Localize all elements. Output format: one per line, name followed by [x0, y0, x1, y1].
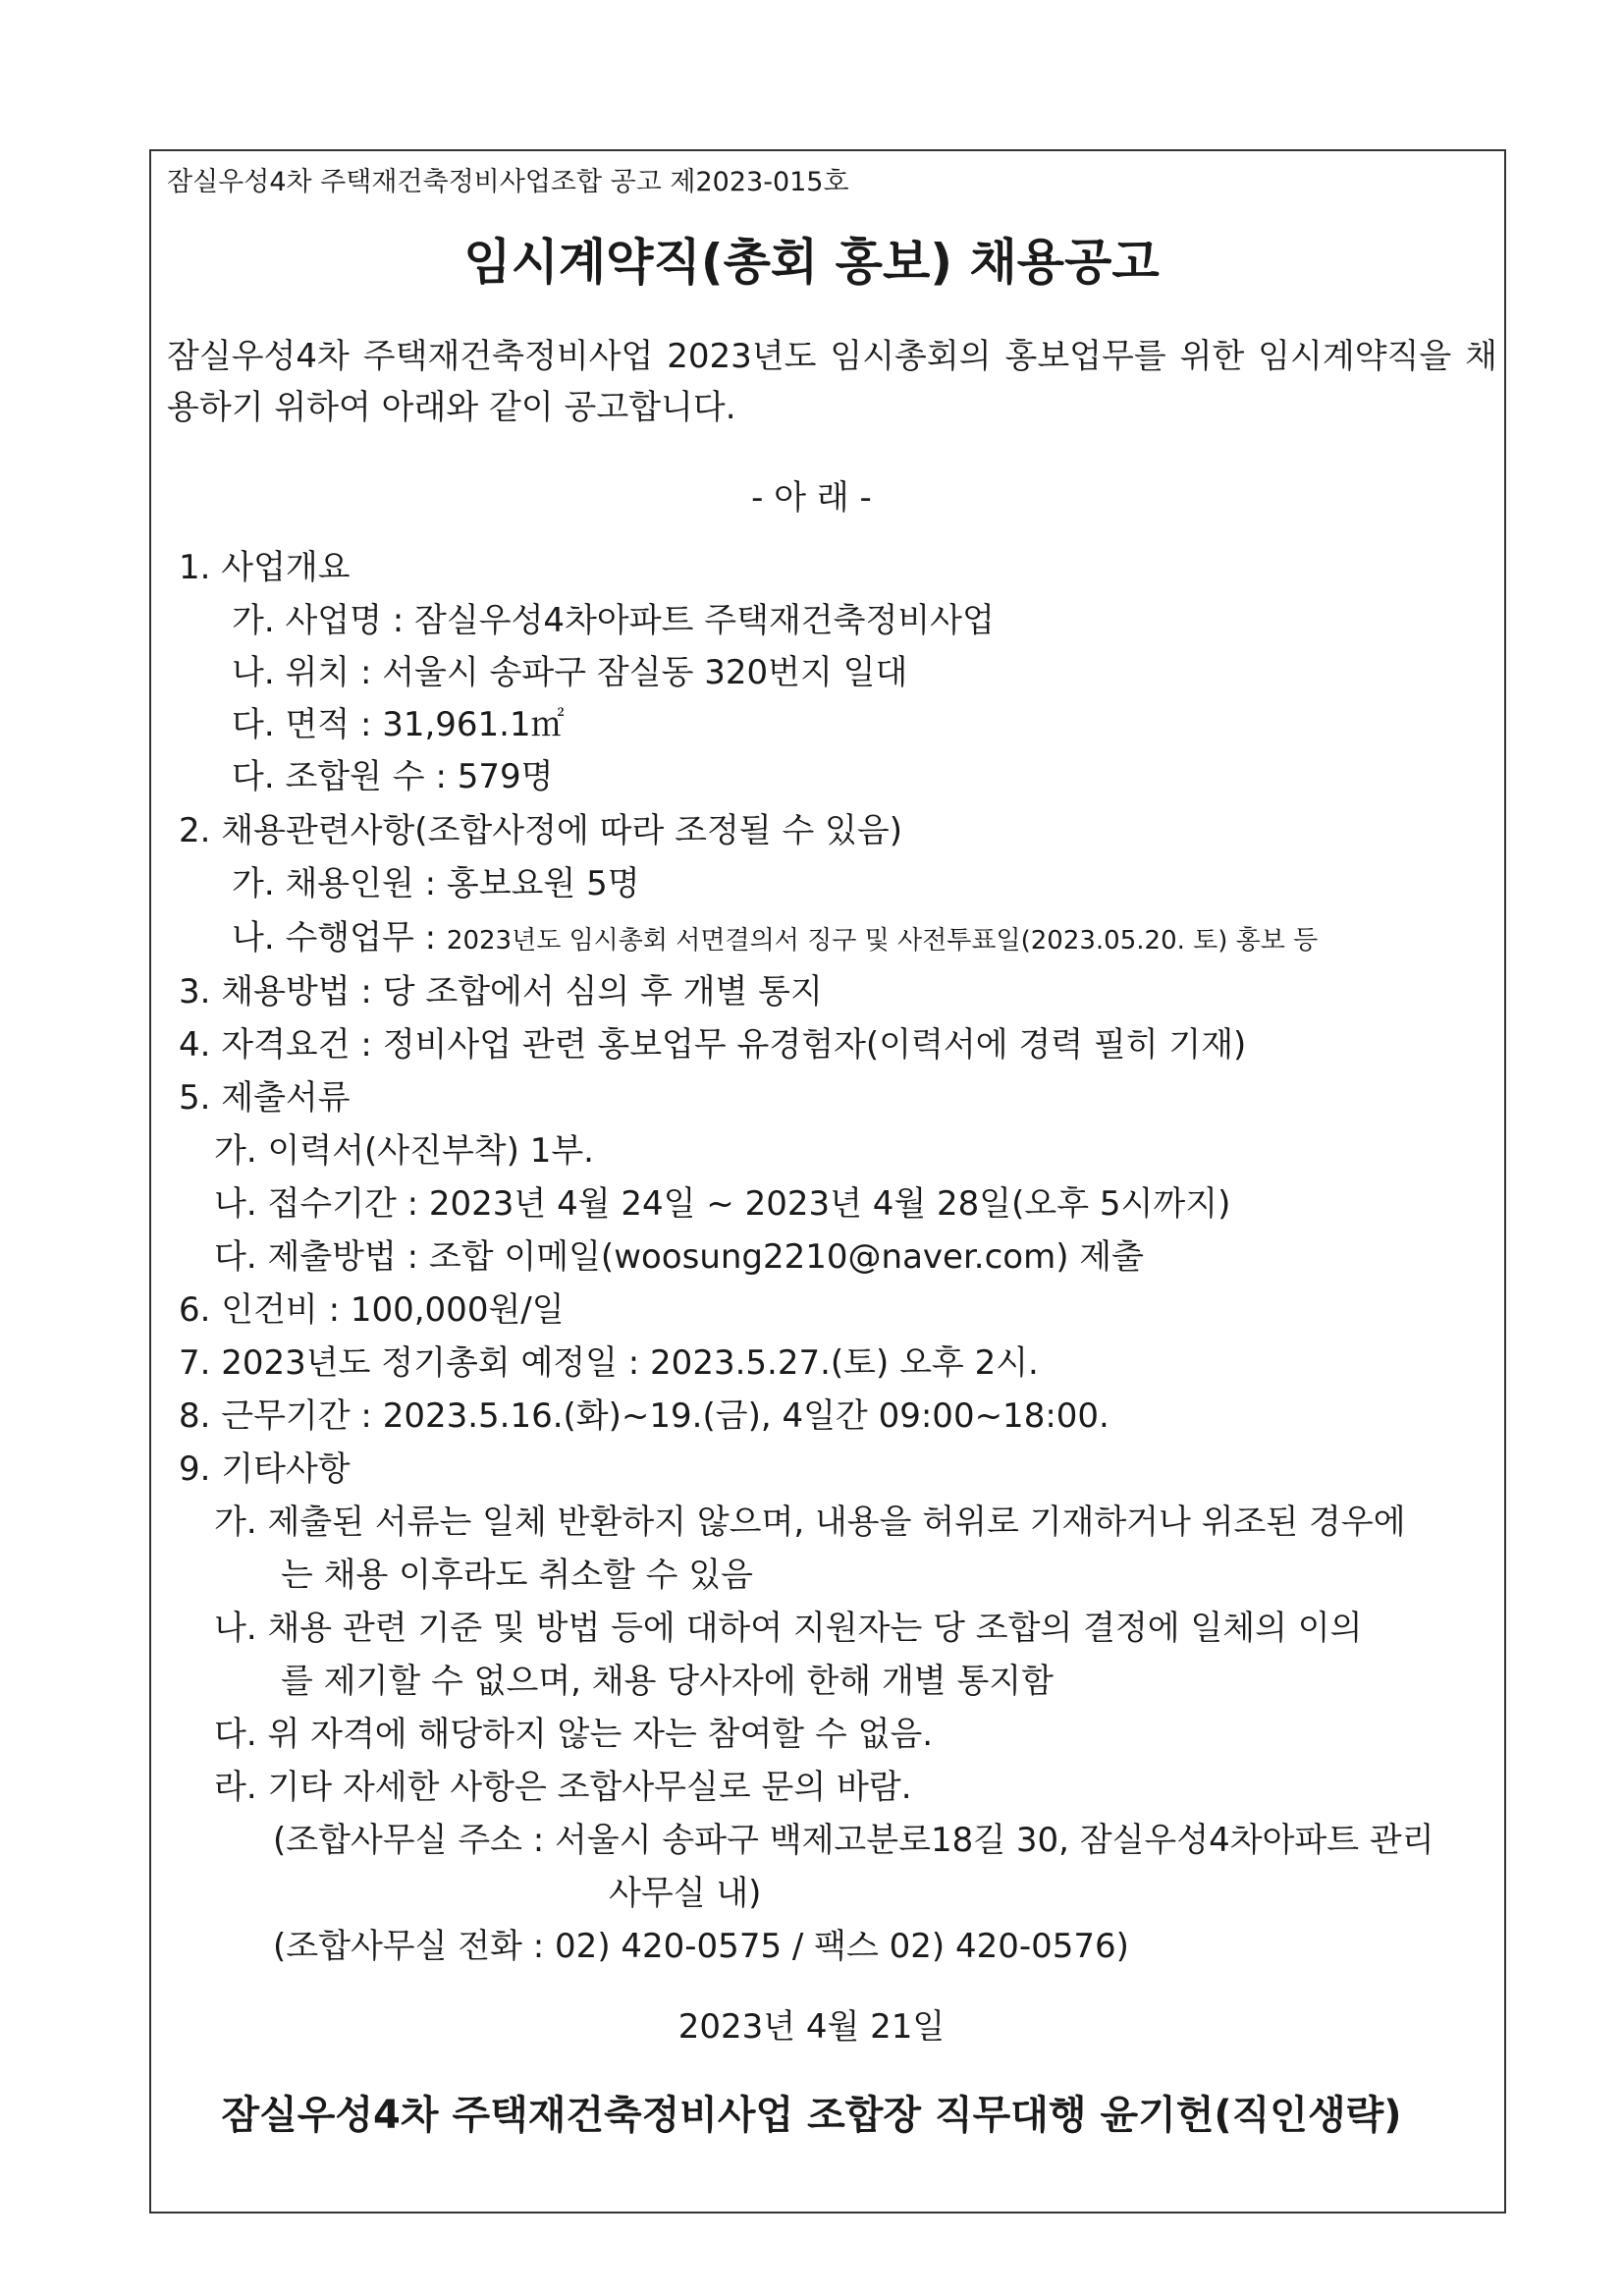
notice-date: 2023년 4월 21일 — [677, 2007, 946, 2047]
section-9-item-b-line2: 를 제기할 수 없으며, 채용 당사자에 한해 개별 통지함 — [281, 1662, 1054, 1701]
section-marker: - 아 래 - — [751, 478, 872, 518]
section-2-heading: 2. 채용관련사항(조합사정에 따라 조정될 수 있음) — [179, 811, 903, 850]
section-8: 8. 근무기간 : 2023.5.16.(화)~19.(금), 4일간 09:00~18:00. — [179, 1396, 1109, 1436]
section-1-item-b: 나. 위치 : 서울시 송파구 잠실동 320번지 일대 — [232, 653, 908, 692]
office-address-line2: 사무실 내) — [609, 1874, 762, 1913]
section-9-item-d: 라. 기타 자세한 사항은 조합사무실로 문의 바람. — [214, 1768, 912, 1807]
page-title: 임시계약직(총회 홍보) 채용공고 — [463, 234, 1160, 291]
section-9-item-c: 다. 위 자격에 해당하지 않는 자는 참여할 수 없음. — [214, 1715, 934, 1754]
section-5-item-a: 가. 이력서(사진부착) 1부. — [214, 1131, 594, 1171]
notice-border — [149, 149, 1506, 2214]
section-6: 6. 인건비 : 100,000원/일 — [179, 1290, 565, 1330]
notice-number: 잠실우성4차 주택재건축정비사업조합 공고 제2023-015호 — [167, 167, 849, 197]
section-1-item-c: 다. 면적 : 31,961.1㎡ — [232, 705, 565, 744]
section-3: 3. 채용방법 : 당 조합에서 심의 후 개별 통지 — [179, 972, 823, 1011]
section-1-heading: 1. 사업개요 — [179, 548, 351, 587]
section-4: 4. 자격요건 : 정비사업 관련 홍보업무 유경험자(이력서에 경력 필히 기재) — [179, 1025, 1247, 1065]
intro-paragraph: 잠실우성4차 주택재건축정비사업 2023년도 임시총회의 홍보업무를 위한 임시계약직을 채용하기 위하여 아래와 같이 공고합니다. — [167, 337, 1497, 427]
section-2-item-b-detail: 2023년도 임시총회 서면결의서 징구 및 사전투표일(2023.05.20. 토) 홍보 등 — [446, 926, 1319, 956]
section-9-item-b-line1: 나. 채용 관련 기준 및 방법 등에 대하여 지원자는 당 조합의 결정에 일체의 이의 — [214, 1609, 1363, 1648]
section-5-item-b: 나. 접수기간 : 2023년 4월 24일 ~ 2023년 4월 28일(오후 5시까지) — [214, 1184, 1231, 1224]
office-address-line1: (조합사무실 주소 : 서울시 송파구 백제고분로18길 30, 잠실우성4차아파트 관리 — [273, 1821, 1434, 1860]
section-2-item-b-label: 나. 수행업무 : — [232, 918, 447, 957]
section-9-item-a-line2: 는 채용 이후라도 취소할 수 있음 — [281, 1556, 754, 1595]
section-5-heading: 5. 제출서류 — [179, 1078, 351, 1118]
section-9-item-a-line1: 가. 제출된 서류는 일체 반환하지 않으며, 내용을 허위로 기재하거나 위조된 경우에 — [214, 1503, 1406, 1542]
section-7: 7. 2023년도 정기총회 예정일 : 2023.5.27.(토) 오후 2시. — [179, 1343, 1039, 1383]
section-5-item-c: 다. 제출방법 : 조합 이메일(woosung2210@naver.com) 제출 — [214, 1237, 1144, 1277]
section-1-item-a: 가. 사업명 : 잠실우성4차아파트 주택재건축정비사업 — [232, 601, 995, 640]
section-1-item-d: 다. 조합원 수 : 579명 — [232, 757, 554, 796]
section-9-heading: 9. 기타사항 — [179, 1449, 351, 1489]
section-2-item-a: 가. 채용인원 : 홍보요원 5명 — [232, 864, 640, 903]
office-phone: (조합사무실 전화 : 02) 420-0575 / 팩스 02) 420-0576) — [273, 1927, 1129, 1966]
signatory: 잠실우성4차 주택재건축정비사업 조합장 직무대행 윤기헌(직인생략) — [221, 2093, 1402, 2138]
section-2-item-b — [232, 918, 1318, 960]
